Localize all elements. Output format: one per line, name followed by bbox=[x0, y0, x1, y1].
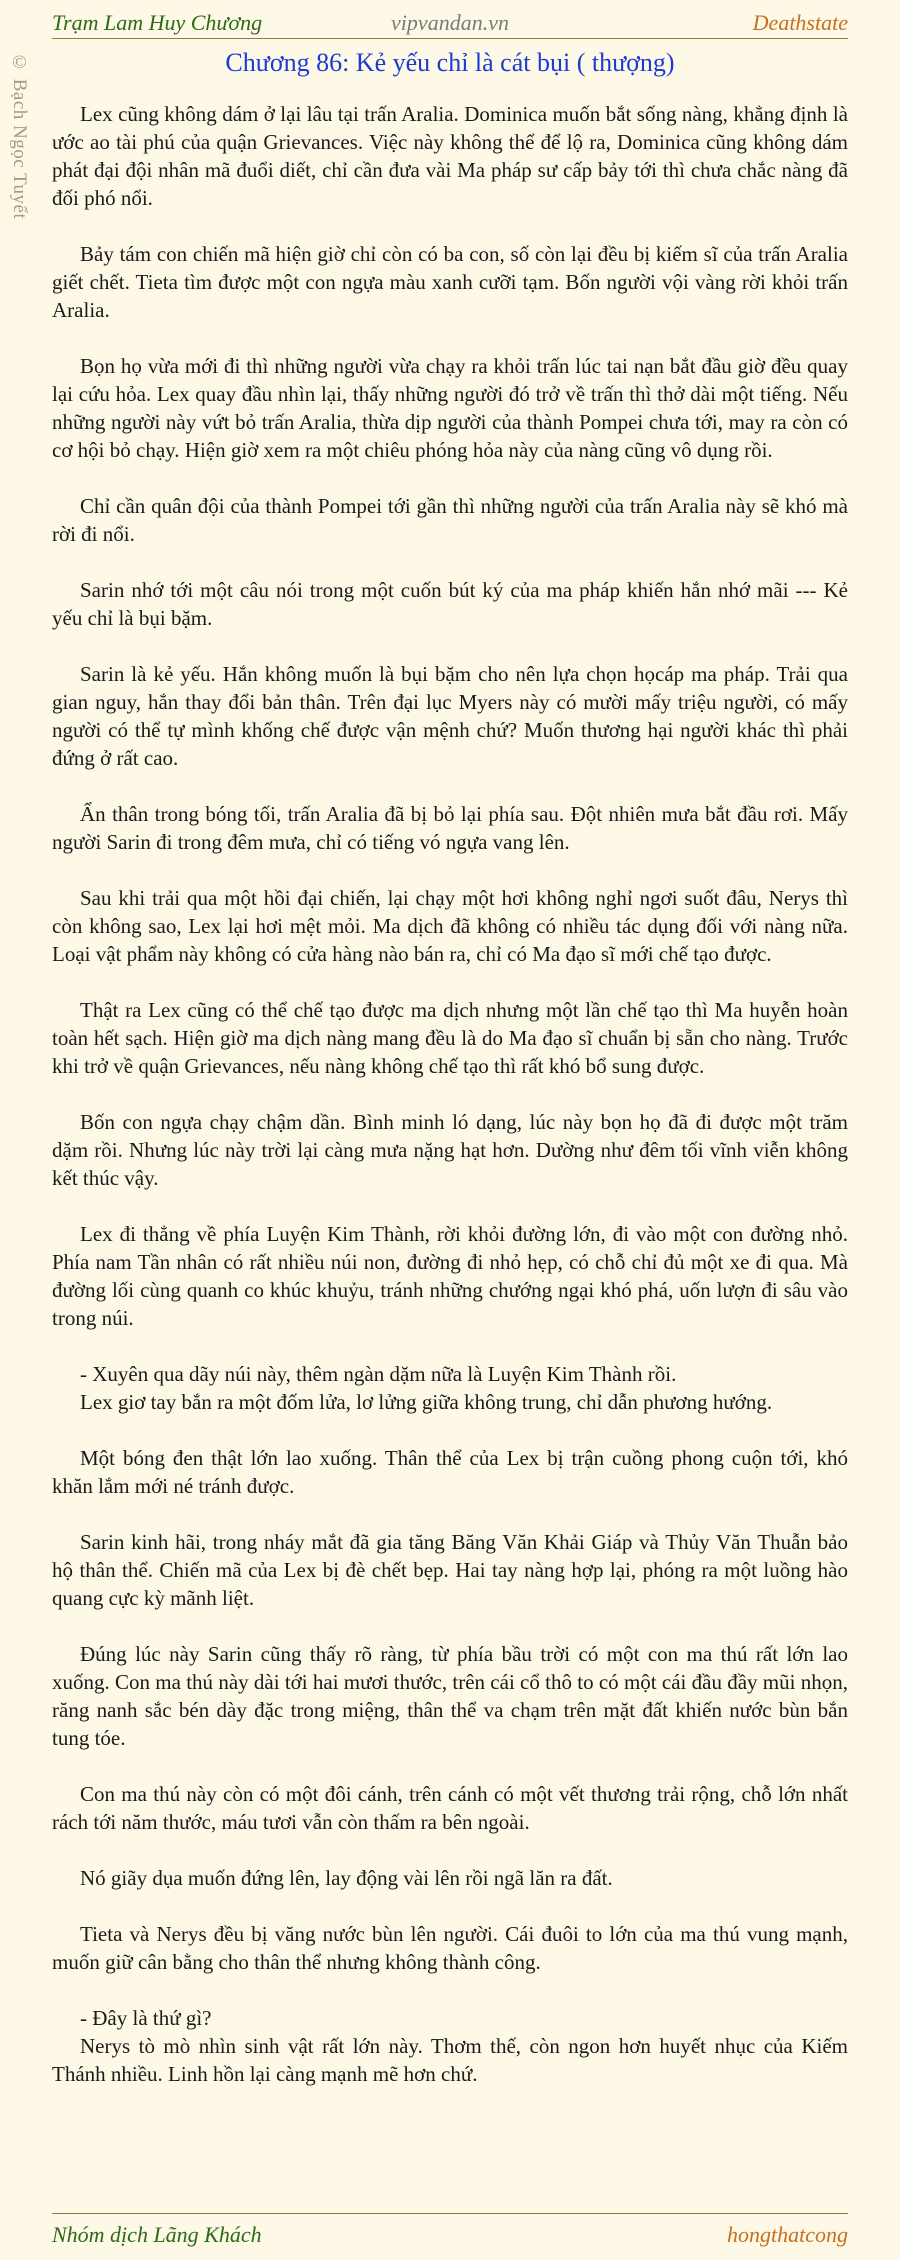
paragraph: Đúng lúc này Sarin cũng thấy rõ ràng, từ phía bầu trời có một con ma thú rất lớn lao xuống. Con ma thú này dài tới hai mươi thước, trên cái cổ thô to có một cái đầu đầy mũi nhọn, răng nanh sắc bén dày đặc trong miệng, thân thể va chạm trên mặt đất khiến nước bùn bắn tung tóe. bbox=[52, 1642, 848, 1750]
paragraph: Lex giơ tay bắn ra một đốm lửa, lơ lửng giữa không trung, chỉ dẫn phương hướng. bbox=[80, 1390, 773, 1414]
paragraph: Sau khi trải qua một hồi đại chiến, lại chạy một hơi không nghỉ ngơi suốt đâu, Nerys thì còn không sao, Lex lại hơi mệt mỏi. Ma dịch đã không có nhiều tác dụng đối với nàng nữa. Loại vật phẩm này không có cửa hàng nào bán ra, chỉ có Ma đạo sĩ mới chế tạo được. bbox=[52, 886, 848, 966]
header-book-title: Deathstate bbox=[752, 10, 848, 35]
paragraph: Sarin kinh hãi, trong nháy mắt đã gia tăng Băng Văn Khải Giáp và Thủy Văn Thuẫn bảo hộ thân thể. Chiến mã của Lex bị đè chết bẹp. Hai tay nàng hợp lại, phóng ra một luồng hào quang cực kỳ mãnh liệt. bbox=[52, 1530, 848, 1610]
paragraph: Nerys tò mò nhìn sinh vật rất lớn này. Thơm thế, còn ngon hơn huyết nhục của Kiếm Thánh nhiều. Linh hồn lại càng mạnh mẽ hơn chứ. bbox=[52, 2034, 848, 2086]
chapter-body bbox=[52, 100, 848, 2116]
paragraph: Lex cũng không dám ở lại lâu tại trấn Aralia. Dominica muốn bắt sống nàng, khẳng định là ước ao tài phú của quận Grievances. Việc này không thể để lộ ra, Dominica cũng không dám phát đại đội nhân mã đuổi diết, chỉ cần đưa vài Ma pháp sư cấp bảy tới thì chưa chắc nàng đã đối phó nổi. bbox=[52, 102, 848, 210]
paragraph: Lex đi thẳng về phía Luyện Kim Thành, rời khỏi đường lớn, đi vào một con đường nhỏ. Phía nam Tần nhân có rất nhiều núi non, đường đi nhỏ hẹp, có chỗ chỉ đủ một xe đi qua. Mà đường lối cùng quanh co khúc khuỷu, tránh những chướng ngại khó phá, uốn lượn đi sâu vào trong núi. bbox=[52, 1222, 848, 1330]
paragraph: Chỉ cần quân đội của thành Pompei tới gần thì những người của trấn Aralia này sẽ khó mà rời đi nổi. bbox=[52, 494, 848, 546]
footer-editor: hongthatcong bbox=[727, 2222, 848, 2247]
sidebar-credit: © Bạch Ngọc Tuyết bbox=[9, 52, 30, 220]
paragraph: Ẩn thân trong bóng tối, trấn Aralia đã bị bỏ lại phía sau. Đột nhiên mưa bắt đầu rơi. Mấy người Sarin đi trong đêm mưa, chỉ có tiếng vó ngựa vang lên. bbox=[52, 802, 848, 854]
dialogue-line: - Đây là thứ gì? bbox=[80, 2006, 212, 2030]
paragraph: Bảy tám con chiến mã hiện giờ chỉ còn có ba con, số còn lại đều bị kiếm sĩ của trấn Aralia giết chết. Tieta tìm được một con ngựa màu xanh cưỡi tạm. Bốn người vội vàng rời khỏi trấn Aralia. bbox=[52, 242, 848, 322]
header-site-name: Trạm Lam Huy Chương bbox=[52, 10, 263, 35]
footer-translator-group: Nhóm dịch Lãng Khách bbox=[52, 2222, 262, 2247]
paragraph: Tieta và Nerys đều bị văng nước bùn lên người. Cái đuôi to lớn của ma thú vung mạnh, muốn giữ cân bằng cho thân thể nhưng không thành công. bbox=[52, 1922, 848, 1974]
page-header bbox=[52, 8, 848, 39]
paragraph: Bọn họ vừa mới đi thì những người vừa chạy ra khỏi trấn lúc tai nạn bắt đầu giờ đều quay lại cứu hỏa. Lex quay đầu nhìn lại, thấy những người đó trở về trấn thì thở dài một tiếng. Nếu những người này vứt bỏ trấn Aralia, thừa dịp người của thành Pompei chưa tới, may ra còn có cơ hội bỏ chạy. Hiện giờ xem ra một chiêu phóng hỏa này của nàng cũng vô dụng rồi. bbox=[52, 354, 848, 462]
paragraph: Sarin nhớ tới một câu nói trong một cuốn bút ký của ma pháp khiến hắn nhớ mãi --- Kẻ yếu chỉ là bụi bặm. bbox=[52, 578, 848, 630]
chapter-title: Chương 86: Kẻ yếu chỉ là cát bụi ( thượng) bbox=[225, 48, 675, 77]
page-footer bbox=[52, 2213, 848, 2254]
dialogue-line: - Xuyên qua dãy núi này, thêm ngàn dặm nữa là Luyện Kim Thành rồi. bbox=[80, 1362, 677, 1386]
paragraph: Một bóng đen thật lớn lao xuống. Thân thể của Lex bị trận cuồng phong cuộn tới, khó khăn lắm mới né tránh được. bbox=[52, 1446, 848, 1498]
paragraph: Sarin là kẻ yếu. Hắn không muốn là bụi bặm cho nên lựa chọn họcáp ma pháp. Trải qua gian nguy, hắn thay đổi bản thân. Trên đại lục Myers này có mười mấy triệu người, có mấy người có thể tự mình khống chế được vận mệnh chứ? Muốn thương hại người khác thì phải đứng ở rất cao. bbox=[52, 662, 848, 770]
paragraph: Nó giãy dụa muốn đứng lên, lay động vài lên rồi ngã lăn ra đất. bbox=[80, 1866, 613, 1890]
paragraph: Thật ra Lex cũng có thể chế tạo được ma dịch nhưng một lần chế tạo thì Ma huyễn hoàn toàn hết sạch. Hiện giờ ma dịch nàng mang đều là do Ma đạo sĩ chuẩn bị sẵn cho nàng. Trước khi trở về quận Grievances, nếu nàng không chế tạo thì rất khó bổ sung được. bbox=[52, 998, 848, 1078]
paragraph: Con ma thú này còn có một đôi cánh, trên cánh có một vết thương trải rộng, chỗ lớn nhất rách tới năm thước, máu tươi vẫn còn thấm ra bên ngoài. bbox=[52, 1782, 848, 1834]
paragraph: Bốn con ngựa chạy chậm dần. Bình minh ló dạng, lúc này bọn họ đã đi được một trăm dặm rồi. Nhưng lúc này trời lại càng mưa nặng hạt hơn. Dường như đêm tối vĩnh viễn không kết thúc vậy. bbox=[52, 1110, 848, 1190]
header-domain: vipvandan.vn bbox=[391, 10, 509, 35]
